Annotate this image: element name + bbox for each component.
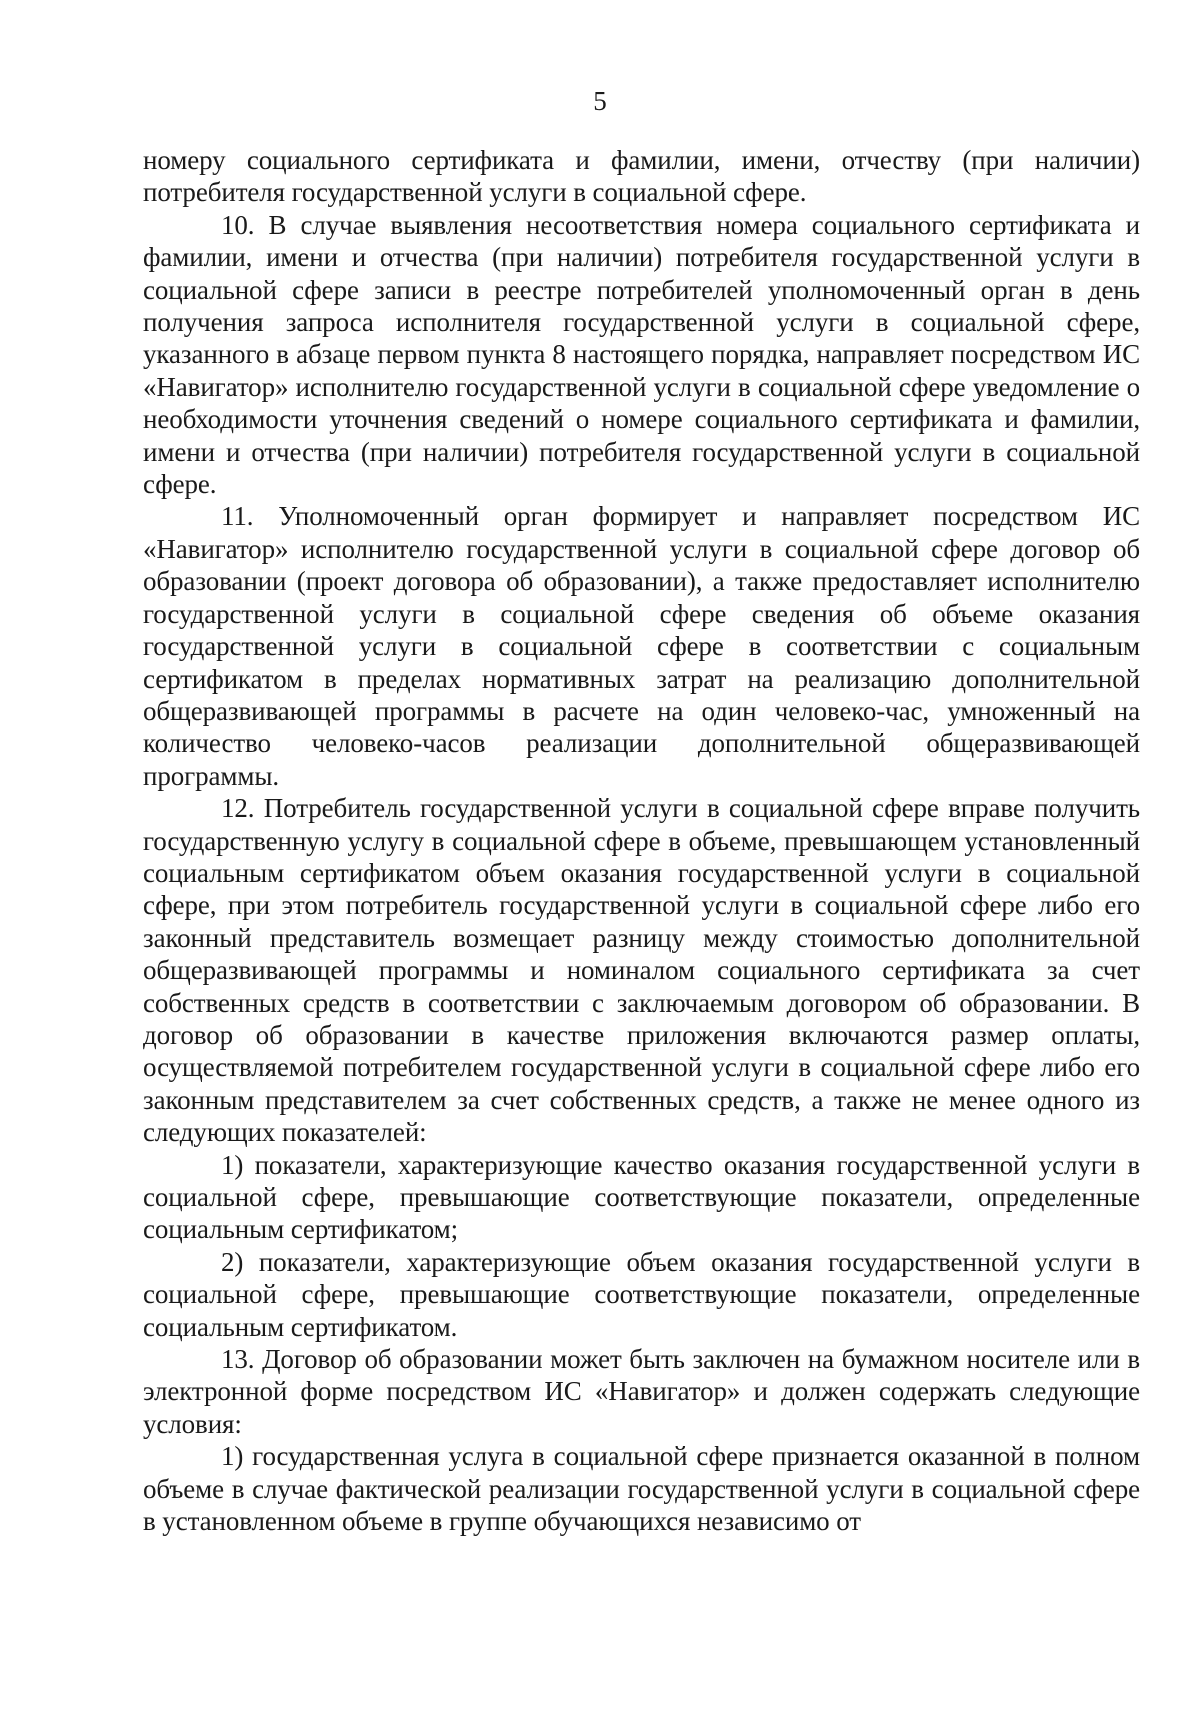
paragraph-item-11: 11. Уполномоченный орган формирует и направляет посредством ИС «Навигатор» исполнителю государственной услуги в социальной сфере договор об образовании (проект договора об образовании), а также предоставляет исполнителю государственной услуги в социальной сфере сведения об объеме оказания государственной услуги в социальной сфере в соответствии с социальным сертификатом в пределах нормативных затрат на реализацию дополнительной общеразвивающей программы в расчете на один человеко-час, умноженный на количество человеко-часов реализации дополнительной общеразвивающей программы. xyxy=(143,501,1140,791)
paragraph-subitem-12-1: 1) показатели, характеризующие качество оказания государственной услуги в социальной сфере, превышающие соответствующие показатели, определенные социальным сертификатом; xyxy=(143,1149,1140,1245)
paragraph-continuation: номеру социального сертификата и фамилии, имени, отчеству (при наличии) потребителя государственной услуги в социальной сфере. xyxy=(143,145,1140,208)
page-number: 5 xyxy=(593,86,607,116)
paragraph-subitem-13-1: 1) государственная услуга в социальной сфере признается оказанной в полном объеме в случае фактической реализации государственной услуги в социальной сфере в установленном объеме в группе обучающихся независимо от xyxy=(143,1441,1140,1537)
paragraph-item-12: 12. Потребитель государственной услуги в социальной сфере вправе получить государственную услугу в социальной сфере в объеме, превышающем установленный социальным сертификатом объем оказания государственной услуги в социальной сфере, при этом потребитель государственной услуги в социальной сфере либо его законный представитель возмещает разницу между стоимостью дополнительной общеразвивающей программы и номиналом социального сертификата за счет собственных средств в соответствии с заключаемым договором об образовании. В договор об образовании в качестве приложения включаются размер оплаты, осуществляемой потребителем государственной услуги в социальной сфере либо его законным представителем за счет собственных средств, а также не менее одного из следующих показателей: xyxy=(143,793,1140,1148)
paragraph-item-10: 10. В случае выявления несоответствия номера социального сертификата и фамилии, имени и отчества (при наличии) потребителя государственной услуги в социальной сфере записи в реестре потребителей уполномоченный орган в день получения запроса исполнителя государственной услуги в социальной сфере, указанного в абзаце первом пункта 8 настоящего порядка, направляет посредством ИС «Навигатор» исполнителю государственной услуги в социальной сфере уведомление о необходимости уточнения сведений о номере социального сертификата и фамилии, имени и отчества (при наличии) потребителя государственной услуги в социальной сфере. xyxy=(143,209,1140,500)
document-body xyxy=(143,144,1140,1537)
paragraph-subitem-12-2: 2) показатели, характеризующие объем оказания государственной услуги в социальной сфере, превышающие соответствующие показатели, определенные социальным сертификатом. xyxy=(143,1246,1140,1342)
paragraph-item-13: 13. Договор об образовании может быть заключен на бумажном носителе или в электронной форме посредством ИС «Навигатор» и должен содержать следующие условия: xyxy=(143,1344,1140,1439)
